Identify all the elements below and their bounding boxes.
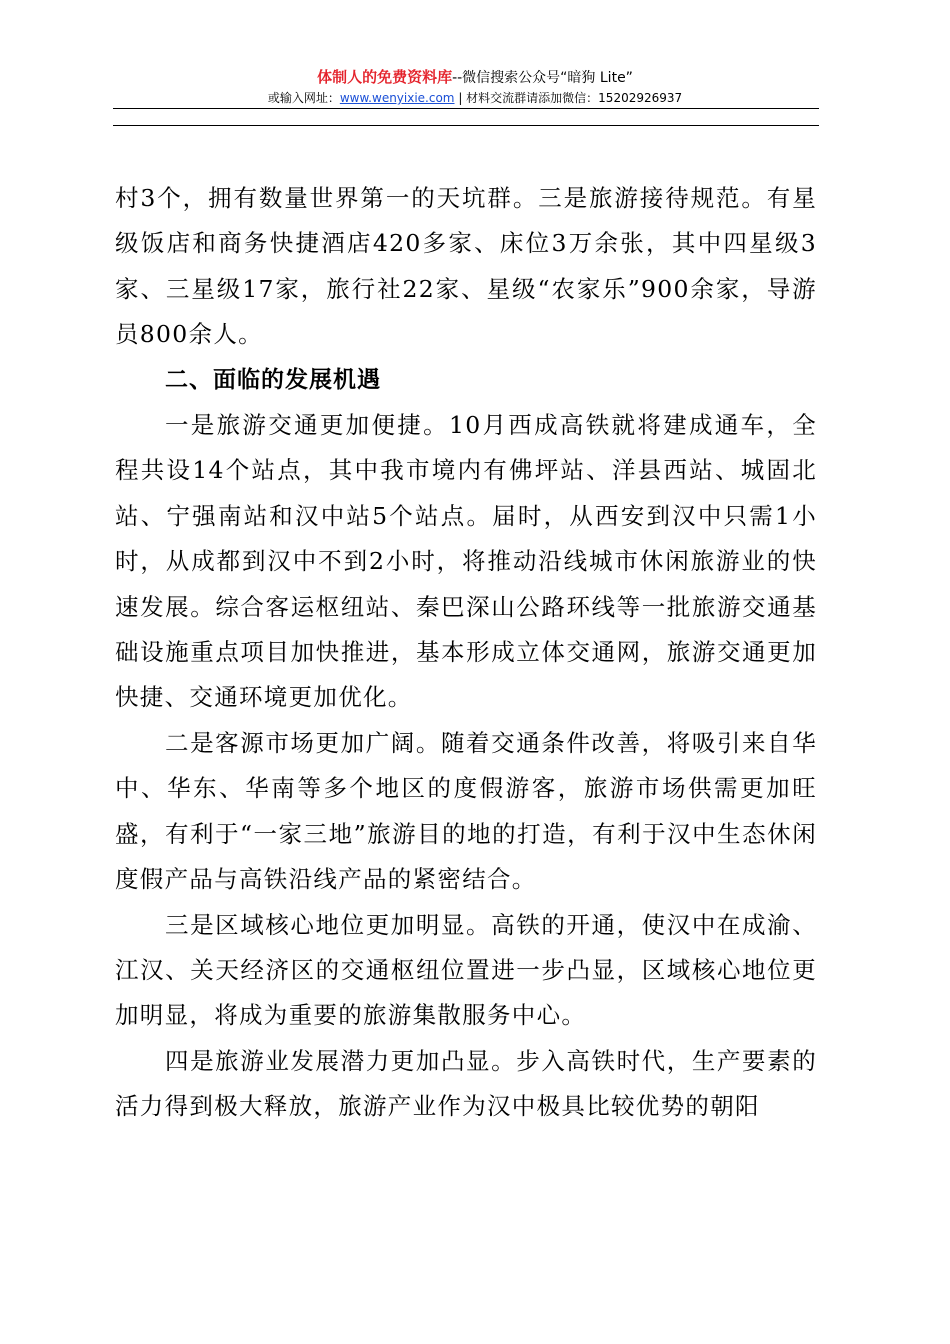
opportunity-paragraph-4 bbox=[115, 1039, 817, 1130]
intro-paragraph: 村3个，拥有数量世界第一的天坑群。三是旅游接待规范。有星级饭店和商务快捷酒店420多家、床位3万余张，其中四星级3家、三星级17家，旅行社22家、星级“农家乐”900余家，导游员800余人。 bbox=[115, 184, 817, 349]
opportunity-lead-1: 一是旅游交通更加便捷。 bbox=[165, 411, 449, 440]
opportunity-lead-3: 三是区域核心地位更加明显。 bbox=[165, 910, 492, 939]
opportunity-lead-2: 二是客源市场更加广阔。 bbox=[165, 728, 441, 757]
opportunity-paragraph-3 bbox=[115, 903, 817, 1039]
header-brand: 体制人的免费资料库 bbox=[317, 68, 453, 86]
header-contact: | 材料交流群请添加微信：15202926937 bbox=[454, 91, 683, 105]
header-contact-line bbox=[0, 89, 950, 108]
document-body bbox=[115, 176, 817, 1130]
opportunity-text-2: 随着交通条件改善，将吸引来自华中、华东、华南等多个地区的度假游客，旅游市场供需更加旺盛，有利于“一家三地”旅游目的地的打造，有利于汉中生态休闲度假产品与高铁沿线产品的紧密结合。 bbox=[115, 728, 817, 894]
section-heading: 二、面临的发展机遇 bbox=[165, 366, 381, 393]
header-tagline: --微信搜索公众号“暗狗 Lite” bbox=[452, 70, 633, 86]
header-divider-thin bbox=[113, 108, 819, 109]
header-title-line bbox=[0, 68, 950, 88]
opportunity-paragraph-1 bbox=[115, 403, 817, 721]
header-url-prefix: 或输入网址： bbox=[267, 91, 340, 105]
header-divider-thick bbox=[113, 125, 819, 126]
opportunity-paragraph-2 bbox=[115, 721, 817, 903]
header-url-link[interactable]: www.wenyixie.com bbox=[339, 91, 455, 105]
opportunity-text-3: 高铁的开通，使汉中在成渝、江汉、关天经济区的交通枢纽位置进一步凸显，区域核心地位更加明显，将成为重要的旅游集散服务中心。 bbox=[115, 910, 817, 1030]
opportunity-lead-4: 四是旅游业发展潜力更加凸显。 bbox=[165, 1046, 517, 1075]
opportunity-text-1: 10月西成高铁就将建成通车，全程共设14个站点，其中我市境内有佛坪站、洋县西站、城固北站、宁强南站和汉中站5个站点。届时，从西安到汉中只需1小时，从成都到汉中不到2小时，将推动沿线城市休闲旅游业的快速发展。综合客运枢纽站、秦巴深山公路环线等一批旅游交通基础设施重点项目加快推进，基本形成立体交通网，旅游交通更加快捷、交通环境更加优化。 bbox=[115, 411, 817, 712]
page-header bbox=[0, 68, 950, 108]
opportunity-text-4: 步入高铁时代，生产要素的活力得到极大释放，旅游产业作为汉中极具比较优势的朝阳 bbox=[115, 1046, 817, 1121]
